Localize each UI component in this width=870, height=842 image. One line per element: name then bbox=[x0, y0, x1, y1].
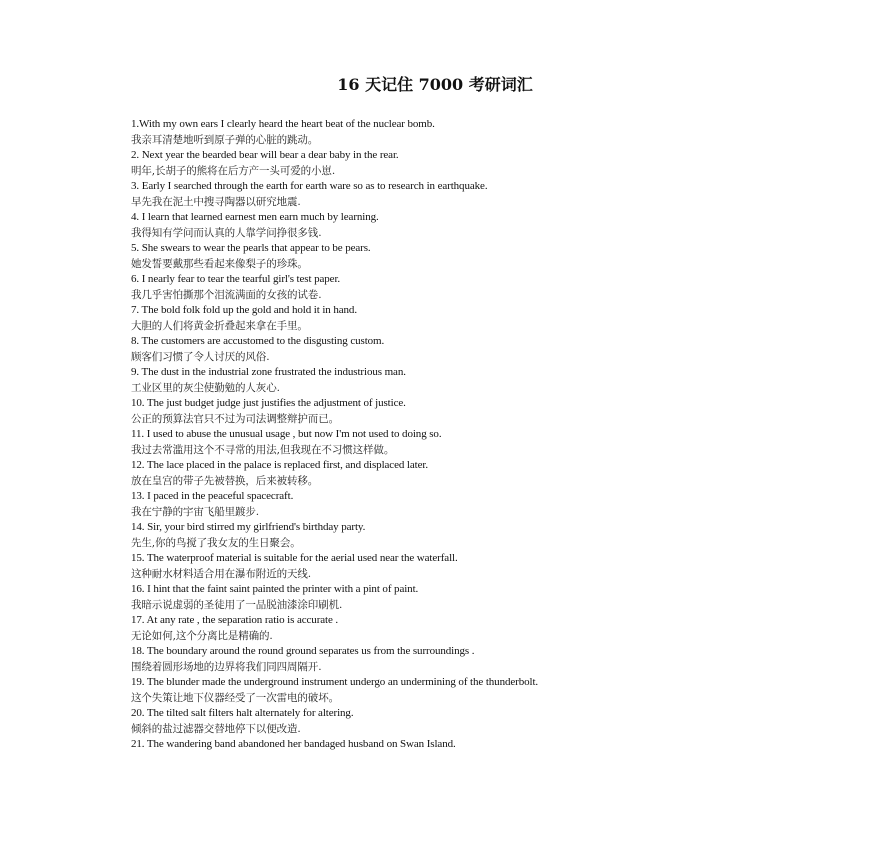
entry-english: 5. She swears to wear the pearls that appear to be pears. bbox=[131, 242, 371, 254]
entry-english: 12. The lace placed in the palace is replaced first, and displaced later. bbox=[131, 459, 428, 471]
entry-english: 8. The customers are accustomed to the disgusting custom. bbox=[131, 335, 385, 347]
entry-english: 19. The blunder made the underground instrument undergo an undermining of the thunderbolt. bbox=[131, 676, 539, 688]
entry-english: 9. The dust in the industrial zone frustrated the industrious man. bbox=[131, 366, 406, 378]
entry-chinese: 她发誓要戴那些看起来像梨子的珍珠。 bbox=[131, 257, 308, 270]
entry-chinese: 顾客们习惯了令人讨厌的风俗. bbox=[131, 350, 270, 363]
entry-list bbox=[131, 117, 831, 753]
entry-chinese: 这种耐水材料适合用在瀑布附近的天线. bbox=[131, 567, 312, 580]
entry-chinese: 围绕着圆形场地的边界将我们同四周隔开. bbox=[131, 660, 322, 673]
entry-chinese: 倾斜的盐过滤器交替地停下以便改造. bbox=[131, 722, 301, 735]
entry-chinese: 我暗示说虚弱的圣徒用了一品脱油漆涂印刷机. bbox=[131, 598, 343, 611]
entry-chinese: 我过去常滥用这个不寻常的用法,但我现在不习惯这样做。 bbox=[131, 443, 395, 456]
entry-english: 20. The tilted salt filters halt alternately for altering. bbox=[131, 707, 354, 719]
entry-chinese: 公正的预算法官只不过为司法调整辩护而已。 bbox=[131, 412, 339, 425]
entry-chinese: 我在宁静的宇宙飞船里踱步. bbox=[131, 505, 260, 518]
entry-english: 13. I paced in the peaceful spacecraft. bbox=[131, 490, 294, 502]
entry-chinese: 工业区里的灰尘使勤勉的人灰心. bbox=[131, 381, 280, 394]
entry-english: 6. I nearly fear to tear the tearful girl's test paper. bbox=[131, 273, 341, 285]
entry-chinese: 早先我在泥土中搜寻陶器以研究地震. bbox=[131, 195, 301, 208]
entry-chinese: 大胆的人们将黄金折叠起来拿在手里。 bbox=[131, 319, 308, 332]
entry-chinese: 我几乎害怕撕那个泪流满面的女孩的试卷. bbox=[131, 288, 322, 301]
entry-chinese: 我亲耳清楚地听到原子弹的心脏的跳动。 bbox=[131, 133, 319, 146]
entry-english: 18. The boundary around the round ground separates us from the surroundings . bbox=[131, 645, 475, 657]
entry-english: 11. I used to abuse the unusual usage , but now I'm not used to doing so. bbox=[131, 428, 442, 440]
entry-chinese: 这个失策让地下仪器经受了一次雷电的破坏。 bbox=[131, 691, 339, 704]
entry-english: 3. Early I searched through the earth for earth ware so as to research in earthquake. bbox=[131, 180, 488, 192]
entry-english: 4. I learn that learned earnest men earn much by learning. bbox=[131, 211, 379, 223]
entry-english: 14. Sir, your bird stirred my girlfriend's birthday party. bbox=[131, 521, 366, 533]
entry-english: 7. The bold folk fold up the gold and hold it in hand. bbox=[131, 304, 357, 316]
entry-english: 16. I hint that the faint saint painted the printer with a pint of paint. bbox=[131, 583, 419, 595]
entry-chinese: 先生,你的鸟搅了我女友的生日聚会。 bbox=[131, 536, 301, 549]
entry-chinese: 无论如何,这个分离比是精确的. bbox=[131, 629, 273, 642]
entry-chinese: 放在皇宫的带子先被替换，后来被转移。 bbox=[131, 474, 319, 487]
entry-english: 17. At any rate , the separation ratio is accurate . bbox=[131, 614, 339, 626]
page-title: 16 天记住 7000 考研词汇 bbox=[337, 75, 533, 94]
entry-english: 10. The just budget judge just justifies the adjustment of justice. bbox=[131, 397, 406, 409]
entry-chinese: 明年,长胡子的熊将在后方产一头可爱的小崽. bbox=[131, 164, 336, 177]
entry-english: 15. The waterproof material is suitable for the aerial used near the waterfall. bbox=[131, 552, 458, 564]
entry-english: 2. Next year the bearded bear will bear a dear baby in the rear. bbox=[131, 149, 399, 161]
entry-english: 1.With my own ears I clearly heard the heart beat of the nuclear bomb. bbox=[131, 118, 435, 130]
entry-english: 21. The wandering band abandoned her bandaged husband on Swan Island. bbox=[131, 738, 456, 750]
entry-chinese: 我得知有学问而认真的人靠学问挣很多钱. bbox=[131, 226, 322, 239]
